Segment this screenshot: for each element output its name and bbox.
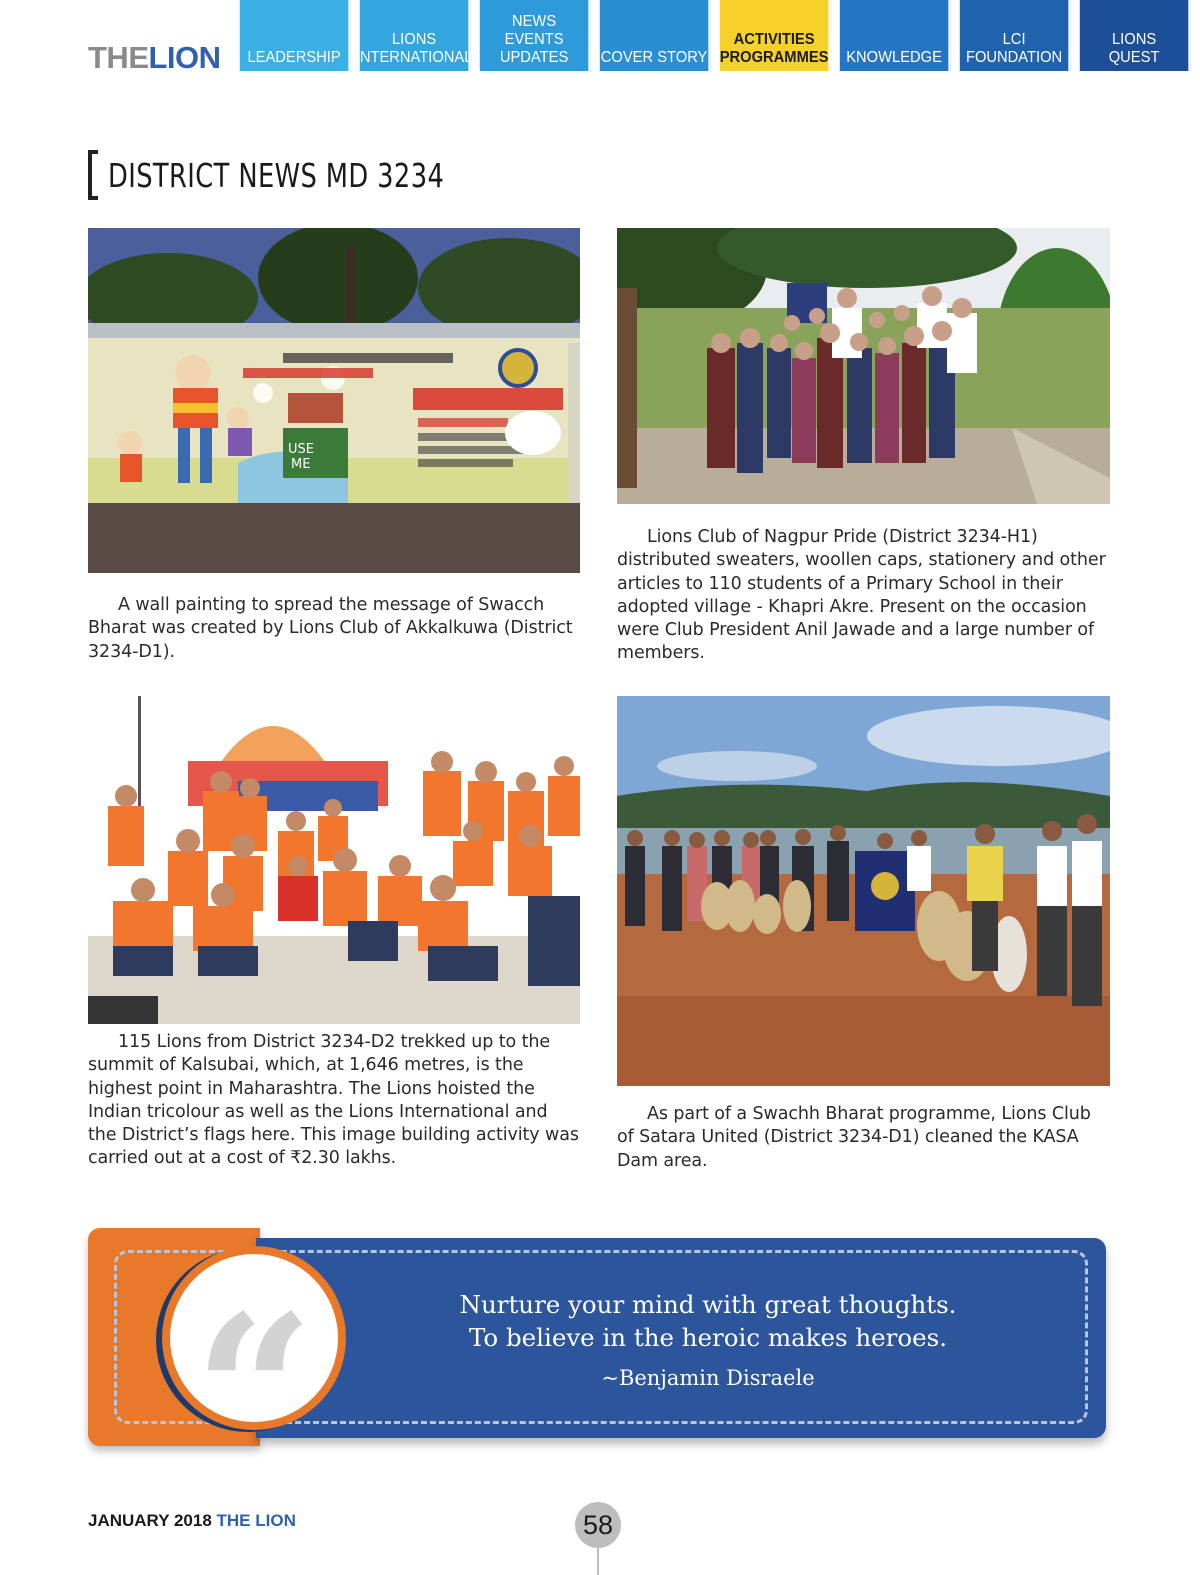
nav-tab-activities-programmes[interactable]: ACTIVITIES PROGRAMMES	[720, 0, 830, 71]
nav-tab-knowledge[interactable]: KNOWLEDGE	[840, 0, 950, 71]
title-bracket	[88, 150, 98, 200]
quote-author: ~Benjamin Disraele	[601, 1366, 815, 1390]
quote-text	[388, 1288, 1028, 1354]
footer-issue	[88, 1511, 296, 1531]
dam-cleanup-photo	[617, 696, 1110, 1086]
nav-tab-lci-foundation[interactable]: LCI FOUNDATION	[960, 0, 1070, 71]
svg-text:ME: ME	[291, 457, 311, 472]
caption-students: Lions Club of Nagpur Pride (District 3234-H1) distributed sweaters, woollen caps, stationery and other articles to 110 students of a Primary School in their adopted village - Khapri Akre. Present on the occasion were Club President Anil Jawade and a large number of members.	[617, 527, 1106, 664]
magazine-logo	[88, 40, 221, 76]
logo-lion: LION	[148, 40, 221, 75]
students-group-photo	[617, 228, 1110, 504]
quote-line-1: Nurture your mind with great thoughts.	[459, 1290, 957, 1319]
nav-tab-news-events-updates[interactable]: NEWS EVENTS UPDATES	[480, 0, 590, 71]
section-heading	[88, 150, 539, 200]
svg-text:USE: USE	[288, 442, 314, 457]
quote-badge	[162, 1246, 346, 1430]
footer-date: JANUARY 2018	[88, 1511, 212, 1530]
wall-painting-photo	[88, 228, 580, 573]
page-number: 58	[575, 1502, 621, 1548]
nav-tab-leadership[interactable]: LEADERSHIP	[240, 0, 350, 71]
nav-tab-cover-story[interactable]: COVER STORY	[600, 0, 710, 71]
quote-mark-icon: “	[193, 1269, 315, 1422]
caption-trekkers: 115 Lions from District 3234-D2 trekked up to the summit of Kalsubai, which, at 1,646 metres, is the highest point in Maharashtra. The Lions hoisted the Indian tricolour as well as the Lions International and the District’s flags here. This image building activity was carried out at a cost of ₹2.30 lakhs.	[88, 1032, 579, 1169]
caption-wall-painting: A wall painting to spread the message of Swacch Bharat was created by Lions Club of Akkalkuwa (District 3234-D1).	[88, 595, 573, 662]
page-title: DISTRICT NEWS MD 3234	[108, 155, 445, 195]
quote-badge-inner	[170, 1254, 338, 1422]
quote-line-2: To believe in the heroic makes heroes.	[468, 1323, 947, 1352]
caption-dam-cleanup: As part of a Swachh Bharat programme, Lions Club of Satara United (District 3234-D1) cleaned the KASA Dam area.	[617, 1104, 1091, 1171]
nav-tab-lions-quest[interactable]: LIONS QUEST	[1080, 0, 1190, 71]
footer-publication: THE LION	[216, 1511, 296, 1530]
trekkers-group-photo	[88, 696, 580, 1024]
logo-the: THE	[88, 40, 149, 75]
quote-box	[88, 1228, 1108, 1446]
section-nav	[235, 0, 1200, 71]
nav-tab-lions-international[interactable]: LIONS INTERNATIONAL	[360, 0, 470, 71]
page-number-rule	[597, 1548, 599, 1575]
